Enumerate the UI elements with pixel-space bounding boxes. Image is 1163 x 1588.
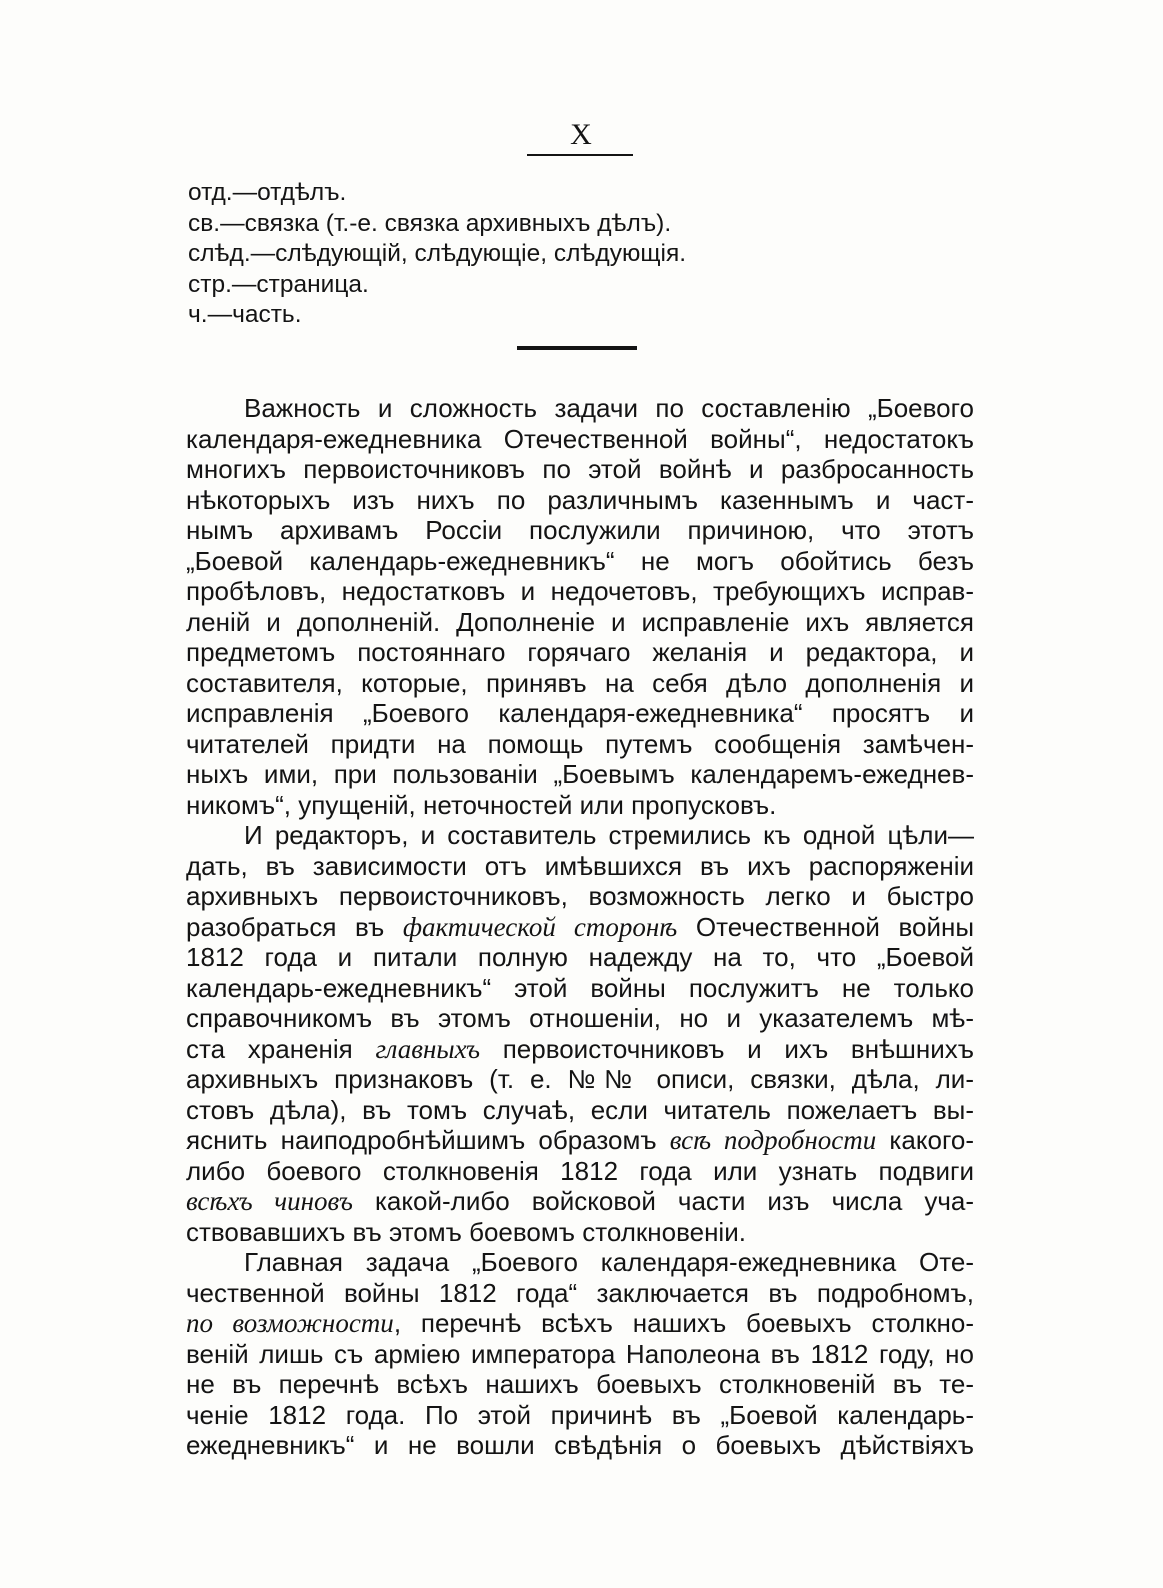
text-run: , перечнѣ всѣхъ нашихъ боевыхъ столкно-	[393, 1308, 974, 1338]
text-line: ченіе 1812 года. По этой причинѣ въ „Боевой календарь-	[186, 1399, 974, 1430]
text-line: архивныхъ первоисточниковъ, возможность легко и быстро	[186, 881, 974, 911]
section-divider	[517, 346, 637, 350]
italic-phrase: по возможности	[186, 1308, 394, 1338]
abbreviation-item: слѣд.—слѣдующій, слѣдующіе, слѣдующія.	[188, 240, 687, 267]
text-line	[186, 1308, 974, 1339]
text-line	[186, 912, 974, 943]
text-run: ста храненія	[186, 1033, 376, 1064]
text-line: леній и дополненій. Дополненіе и исправленіе ихъ является	[186, 606, 974, 637]
text-line: никомъ“, упущеній, неточностей или пропусковъ.	[186, 789, 777, 820]
text-line: пробѣловъ, недостатковъ и недочетовъ, требующихъ исправ-	[186, 576, 974, 606]
text-line: архивныхъ признаковъ (т. е. №№ описи, связки, дѣла, ли-	[186, 1064, 974, 1094]
text-run: разобраться въ	[186, 911, 403, 942]
abbreviation-item: ч.—часть.	[188, 301, 302, 328]
text-line: составителя, которые, принявъ на себя дѣло дополненія и	[186, 667, 974, 698]
text-line	[186, 1186, 974, 1217]
text-run: какого-	[876, 1125, 974, 1155]
text-line: календаря-ежедневника Отечественной войны“, недостатокъ	[186, 423, 974, 454]
text-line: исправленія „Боевого календаря-ежедневника“ просятъ и	[186, 698, 974, 728]
text-line: Главная задача „Боевого календаря-ежедневника Оте-	[244, 1247, 974, 1277]
italic-phrase: всѣхъ чиновъ	[186, 1186, 353, 1216]
text-line: предметомъ постояннаго горячаго желанія и редактора, и	[186, 637, 974, 667]
text-line	[186, 1125, 974, 1156]
text-line: ствовавшихъ въ этомъ боевомъ столкновеніи.	[186, 1216, 746, 1247]
italic-phrase: фактической сторонѣ	[402, 911, 678, 942]
text-line: либо боевого столкновенія 1812 года или узнать подвиги	[186, 1155, 974, 1186]
abbreviation-list	[188, 178, 888, 331]
text-line: нѣкоторыхъ изъ нихъ по различнымъ казеннымъ и част-	[186, 484, 974, 515]
text-line: не въ перечнѣ всѣхъ нашихъ боевыхъ столкновеній въ те-	[186, 1369, 974, 1399]
text-line: календарь-ежедневникъ“ этой войны послужитъ не только	[186, 972, 974, 1003]
italic-phrase: главныхъ	[375, 1033, 480, 1064]
text-run: первоисточниковъ и ихъ внѣшнихъ	[479, 1033, 974, 1064]
text-line: ежедневникъ“ и не вошли свѣдѣнія о боевыхъ дѣйствіяхъ	[186, 1430, 974, 1460]
text-line: нымъ архивамъ Россіи послужили причиною, что этотъ	[186, 515, 974, 545]
abbreviation-item: св.—связка (т.-е. связка архивныхъ дѣлъ).	[188, 209, 672, 237]
text-line: многихъ первоисточниковъ по этой войнѣ и разбросанность	[186, 454, 974, 484]
header-rule	[527, 154, 633, 156]
text-run: Отечественной войны	[677, 911, 975, 942]
text-line: 1812 года и питали полную надежду на то, что „Боевой	[186, 942, 974, 972]
text-run: яснить наиподробнѣйшимъ образомъ	[186, 1125, 670, 1155]
text-run: какой-либо войсковой части изъ числа уча-	[352, 1186, 974, 1216]
text-line: Важность и сложность задачи по составленію „Боевого	[244, 393, 974, 423]
text-line: И редакторъ, и составитель стремились къ одной цѣли—	[244, 820, 974, 850]
body-text	[186, 393, 974, 1461]
italic-phrase: всѣ подробности	[669, 1125, 877, 1155]
text-line: ныхъ ими, при пользованіи „Боевымъ календаремъ-ежеднев-	[186, 759, 974, 789]
text-line	[186, 1034, 974, 1065]
text-line: стовъ дѣла), въ томъ случаѣ, если читатель пожелаетъ вы-	[186, 1094, 974, 1125]
abbreviation-item: отд.—отдѣлъ.	[188, 179, 347, 206]
text-line: „Боевой календарь-ежедневникъ“ не могъ обойтись безъ	[186, 545, 974, 576]
text-line: веній лишь съ арміею императора Наполеона въ 1812 году, но	[186, 1338, 974, 1369]
page-number: X	[570, 118, 593, 151]
text-line: дать, въ зависимости отъ имѣвшихся въ ихъ распоряженіи	[186, 850, 974, 881]
text-line: читателей придти на помощь путемъ сообщенія замѣчен-	[186, 728, 974, 759]
abbreviation-item: стр.—страница.	[188, 270, 369, 298]
text-line: чественной войны 1812 года“ заключается въ подробномъ,	[186, 1277, 974, 1308]
text-line: справочникомъ въ этомъ отношеніи, но и указателемъ мѣ-	[186, 1003, 974, 1033]
